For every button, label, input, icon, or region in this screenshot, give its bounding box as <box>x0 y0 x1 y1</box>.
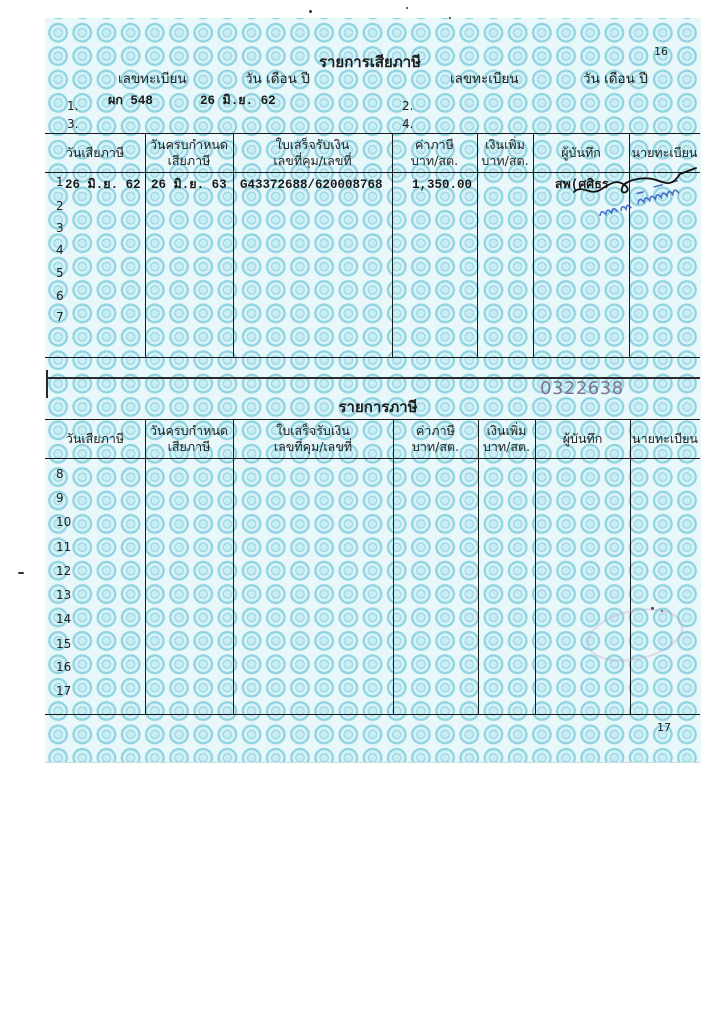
row-number: 10 <box>56 515 72 529</box>
section-title-top: รายการเสียภาษี <box>318 53 422 71</box>
row-number: 13 <box>56 588 72 602</box>
cell-tax: 1,350.00 <box>412 178 473 192</box>
row-number: 3 <box>56 221 64 235</box>
registration-label-left: เลขทะเบียน <box>118 71 187 87</box>
column-header-text: เสียภาษี <box>167 438 211 454</box>
column-header-text: เงินเพิ่ม <box>486 422 527 438</box>
column-header-text: เลขที่คุม/เลขที่ <box>273 152 352 168</box>
date-label-right: วัน เดือน ปี <box>583 71 648 87</box>
faint-stamp <box>580 604 690 666</box>
column-header-text: ค่าภาษี <box>415 136 454 152</box>
column-header-text: ค่าภาษี <box>416 422 455 438</box>
row-number: 2 <box>56 199 64 213</box>
column-header <box>145 419 233 458</box>
page-number-bottom: 17 <box>657 721 671 734</box>
column-header-text: ผู้บันทึก <box>561 144 601 160</box>
grid-line <box>145 419 146 714</box>
column-header-text: เงินเพิ่ม <box>485 136 525 152</box>
cell-receipt: G43372688/620008768 <box>240 178 383 192</box>
cell-recorder: สพ(ศศิธร <box>555 178 609 192</box>
cell-due-date: 26 มิ.ย. 63 <box>151 178 227 192</box>
column-header-text: นายทะเบียน <box>631 144 698 160</box>
column-header <box>630 419 700 458</box>
column-header-text: วันเสียภาษี <box>65 144 125 160</box>
column-header <box>233 419 393 458</box>
row-number: 9 <box>56 491 64 505</box>
registration-number-4: 4. <box>402 117 414 131</box>
row-number: 11 <box>56 540 72 554</box>
column-header <box>45 419 145 458</box>
row-number: 1 <box>56 175 64 189</box>
grid-line <box>393 419 394 714</box>
date-label-left: วัน เดือน ปี <box>245 71 310 87</box>
grid-line <box>233 419 234 714</box>
registration-date-1: 26 มิ.ย. 62 <box>200 94 276 108</box>
column-header-text: ใบเสร็จรับเงิน <box>276 422 350 438</box>
row-number: 5 <box>56 266 64 280</box>
column-header-text: ใบเสร็จรับเงิน <box>275 136 350 152</box>
row-number: 8 <box>56 467 64 481</box>
column-header-text: บาท/สต. <box>411 438 460 454</box>
registration-number-3: 3. <box>67 117 79 131</box>
registration-number-2: 2. <box>402 99 414 113</box>
column-header-text: วันเสียภาษี <box>65 430 125 446</box>
row-number: 16 <box>56 660 72 674</box>
registration-plate-1: ผก 548 <box>108 94 153 108</box>
grid-line <box>535 419 536 714</box>
column-header-text: เสียภาษี <box>167 152 211 168</box>
serial-number: 0322638 <box>540 378 624 399</box>
grid-line <box>45 458 700 459</box>
registration-label-right: เลขทะเบียน <box>450 71 519 87</box>
grid-line <box>45 714 700 715</box>
column-header <box>535 419 630 458</box>
cell-paid-date: 26 มิ.ย. 62 <box>65 178 141 192</box>
row-number: 4 <box>56 243 64 257</box>
page-number-top: 16 <box>654 45 668 58</box>
grid-line <box>630 419 631 714</box>
grid-line <box>478 419 479 714</box>
row-number: 14 <box>56 612 72 626</box>
column-header-text: บาท/สต. <box>410 152 459 168</box>
column-header-text: ผู้บันทึก <box>562 430 603 446</box>
row-number: 12 <box>56 564 72 578</box>
column-header-text: เลขที่คุม/เลขที่ <box>273 438 353 454</box>
row-number: 17 <box>56 684 72 698</box>
row-number: 15 <box>56 637 72 651</box>
column-header <box>393 419 478 458</box>
column-header-text: วันครบกำหนด <box>149 422 229 438</box>
column-header-text: บาท/สต. <box>481 152 529 168</box>
column-header-text: วันครบกำหนด <box>149 136 229 152</box>
column-header-text: บาท/สต. <box>482 438 531 454</box>
section-title-bottom: รายการภาษี <box>338 398 418 416</box>
row-number: 7 <box>56 310 64 324</box>
column-header <box>478 419 535 458</box>
row-number: 6 <box>56 289 64 303</box>
registration-number-1: 1. <box>67 99 79 113</box>
column-header-text: นายทะเบียน <box>632 430 698 446</box>
